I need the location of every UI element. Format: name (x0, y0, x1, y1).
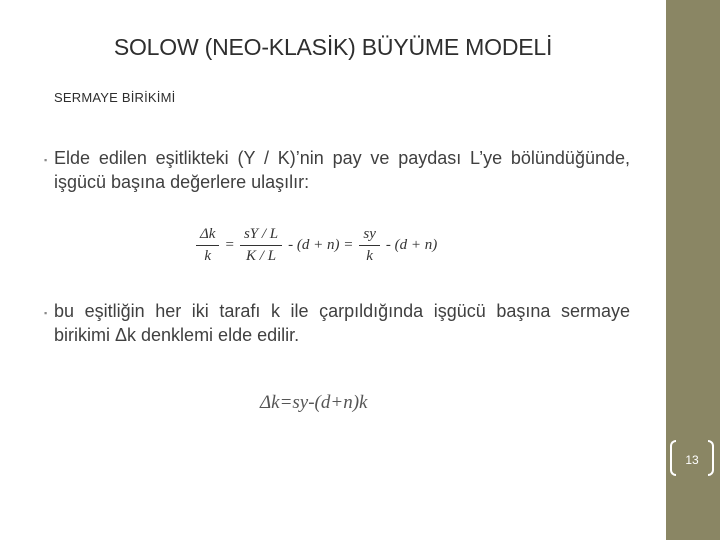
fraction-sy-k (359, 226, 380, 265)
fraction-denominator: k (204, 247, 212, 264)
bullet-icon: ▪ (44, 155, 48, 165)
fraction-delta-k (196, 226, 219, 265)
bullet-icon: ▪ (44, 308, 48, 318)
paragraph-result: bu eşitliğin her iki tarafı k ile çarpıldığında işgücü başına sermaye birikimi Δk denklemi elde edilir. (54, 301, 630, 345)
equation-term: - (d + n) = (288, 236, 354, 253)
slide-title: SOLOW (NEO-KLASİK) BÜYÜME MODELİ (113, 34, 553, 60)
left-bracket-icon (670, 440, 676, 476)
fraction-denominator: K / L (246, 247, 277, 264)
right-bracket-icon (708, 440, 714, 476)
fraction-numerator: sy (359, 226, 380, 246)
fraction-numerator: sY / L (240, 226, 282, 246)
fraction-equation (192, 218, 439, 272)
page-number: 13 (685, 453, 699, 467)
fraction-sy-over-k (240, 226, 282, 265)
equation-tail: - (d + n) (385, 236, 438, 253)
slide-subtitle: SERMAYE BİRİKİMİ (54, 90, 176, 105)
final-equation: Δk=sy-(d+n)k (260, 392, 368, 413)
fraction-numerator: Δk (196, 226, 219, 246)
paragraph-intro: Elde edilen eşitlikteki (Y / K)’nin pay ve paydası L’ye bölündüğünde, işgücü başına değerlere ulaşılır: (54, 148, 630, 192)
equals-sign: = (225, 236, 234, 253)
fraction-denominator: k (366, 247, 373, 264)
